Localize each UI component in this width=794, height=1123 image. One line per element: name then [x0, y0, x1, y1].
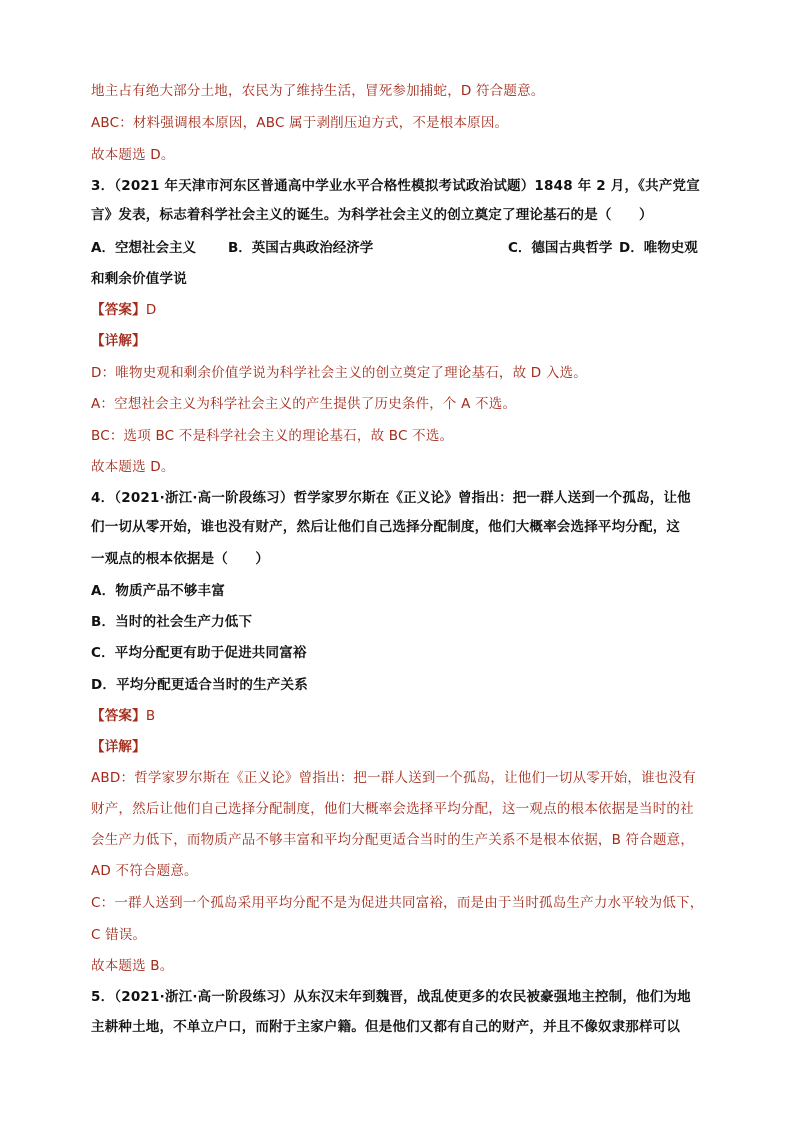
q4-stem-line-1: 4．（2021·浙江·高一阶段练习）哲学家罗尔斯在《正义论》曾指出：把一群人送到一个孤岛，让他 — [91, 490, 691, 506]
q3-options-row — [91, 239, 703, 257]
q4-option-c: C．平均分配更有助于促进共同富裕 — [91, 645, 307, 661]
q3-option-b: B．英国古典政治经济学 — [228, 240, 374, 256]
q3-option-d: D．唯物史观 — [619, 240, 698, 256]
answer-value: D — [145, 302, 157, 318]
answer-label: 【答案】 — [91, 302, 146, 318]
q4-conclusion: 故本题选 B。 — [91, 958, 174, 974]
q5-stem-line-2: 主耕种土地，不单立户口，而附于主家户籍。但是他们又都有自己的财产，并且不像奴隶那样可以 — [91, 1019, 681, 1035]
q3-option-c: C．德国古典哲学 — [508, 240, 613, 256]
answer-label: 【答案】 — [91, 708, 146, 724]
q3-detail-label: 【详解】 — [91, 333, 146, 349]
answer-value: B — [145, 708, 156, 724]
q2-conclusion: 故本题选 D。 — [91, 147, 175, 163]
q4-answer — [91, 707, 155, 725]
q4-stem-line-2: 们一切从零开始，谁也没有财产，然后让他们自己选择分配制度，他们大概率会选择平均分配，这 — [91, 519, 681, 535]
q3-detail-line-3: BC：选项 BC 不是科学社会主义的理论基石，故 BC 不选。 — [91, 428, 454, 444]
q3-detail-line-2: A：空想社会主义为科学社会主义的产生提供了历史条件，个 A 不选。 — [91, 396, 517, 412]
q3-detail-line-1: D：唯物史观和剩余价值学说为科学社会主义的创立奠定了理论基石，故 D 入选。 — [91, 365, 587, 381]
q4-detail-label: 【详解】 — [91, 739, 146, 755]
q4-option-a: A．物质产品不够丰富 — [91, 583, 225, 599]
q4-detail-line-1: ABD：哲学家罗尔斯在《正义论》曾指出：把一群人送到一个孤岛，让他们一切从零开始，谁也没有 — [91, 770, 696, 786]
q3-option-d-continued: 和剩余价值学说 — [91, 271, 187, 287]
q4-detail-line-5: C：一群人送到一个孤岛采用平均分配不是为促进共同富裕，而是由于当时孤岛生产力水平较为低下， — [91, 895, 704, 911]
q5-stem-line-1: 5．（2021·浙江·高一阶段练习）从东汉末年到魏晋，战乱使更多的农民被豪强地主控制，他们为地 — [91, 989, 691, 1005]
q3-conclusion: 故本题选 D。 — [91, 459, 175, 475]
q4-detail-line-2: 财产，然后让他们自己选择分配制度，他们大概率会选择平均分配，这一观点的根本依据是当时的社 — [91, 801, 694, 817]
q4-option-d: D．平均分配更适合当时的生产关系 — [91, 677, 308, 693]
q2-explanation-line-2: ABC：材料强调根本原因，ABC 属于剥削压迫方式，不是根本原因。 — [91, 115, 509, 131]
q3-stem-line-2: 言》发表，标志着科学社会主义的诞生。为科学社会主义的创立奠定了理论基石的是（ ） — [91, 207, 653, 223]
q3-answer — [91, 301, 156, 319]
q4-stem-line-3: 一观点的根本依据是（ ） — [91, 551, 270, 567]
q3-stem-line-1: 3．（2021 年天津市河东区普通高中学业水平合格性模拟考试政治试题）1848 年 2 月，《共产党宣 — [91, 178, 700, 194]
q4-detail-line-6: C 错误。 — [91, 927, 147, 943]
q2-explanation-line-1: 地主占有绝大部分土地，农民为了维持生活，冒死参加捕蛇，D 符合题意。 — [91, 83, 545, 99]
q3-option-a: A．空想社会主义 — [91, 240, 196, 256]
q4-option-b: B．当时的社会生产力低下 — [91, 614, 253, 630]
q4-detail-line-4: AD 不符合题意。 — [91, 863, 198, 879]
q4-detail-line-3: 会生产力低下，而物质产品不够丰富和平均分配更适合当时的生产关系不是根本依据，B 符合题意， — [91, 832, 695, 848]
